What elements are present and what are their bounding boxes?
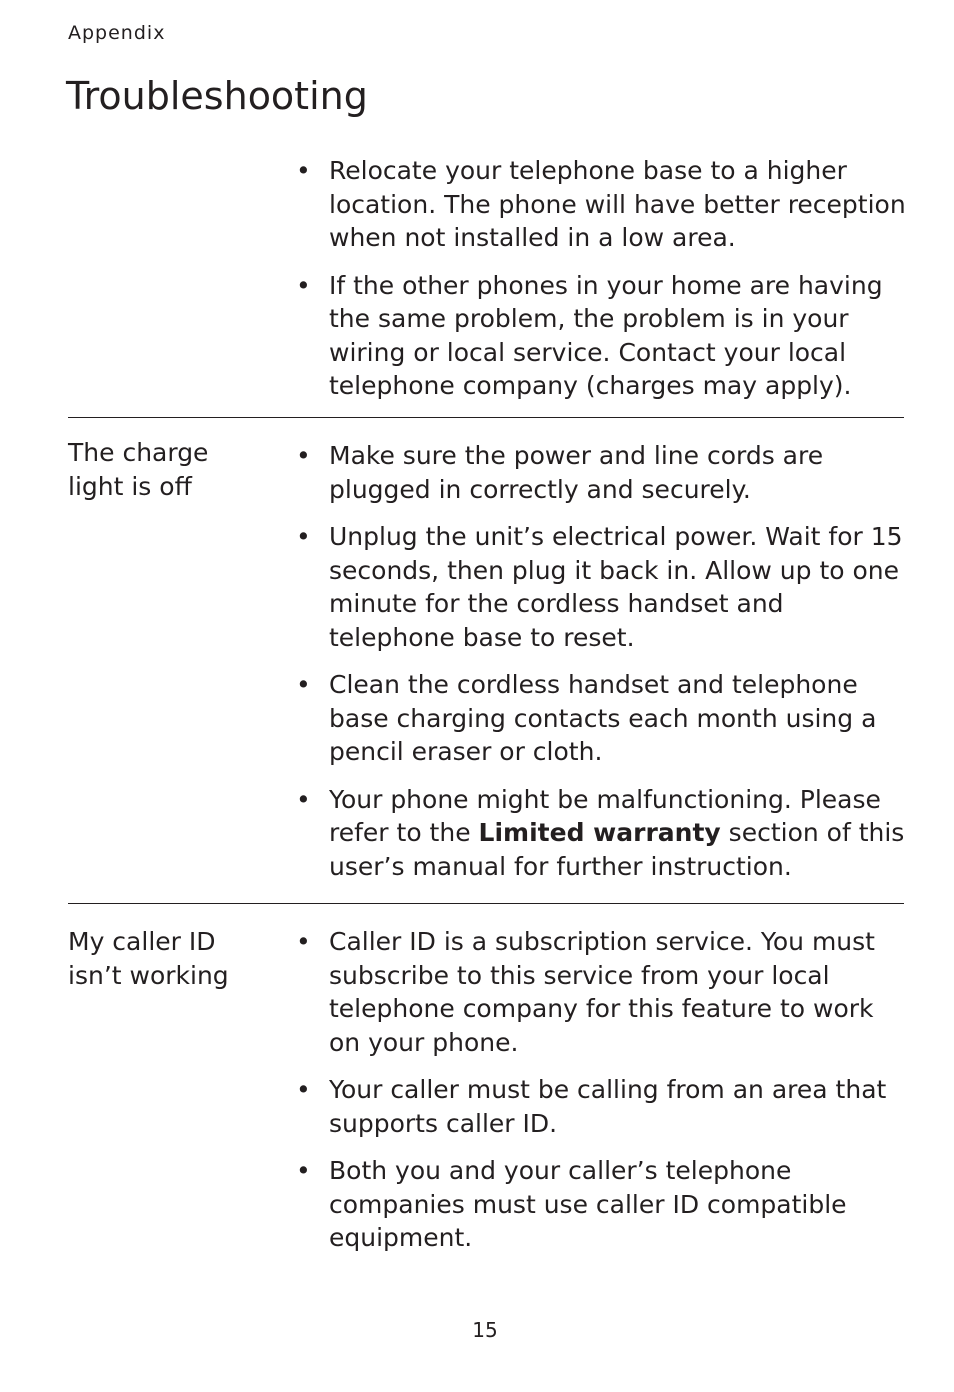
solution-text: Your phone might be malfunctioning. Please refer to the <box>329 784 881 847</box>
solution-item <box>296 520 908 654</box>
solution-text-continued: section of this user’s manual for further instruction. <box>329 818 905 881</box>
solution-text: Clean the cordless handset and telephone base charging contacts each month using a pencil eraser or cloth. <box>329 670 877 766</box>
solution-text: Make sure the power and line cords are plugged in correctly and securely. <box>329 441 824 504</box>
page-title: Troubleshooting <box>66 74 368 118</box>
solution-text: Caller ID is a subscription service. You must subscribe to this service from your local telephone company for this feature to work on your phone. <box>329 927 875 1057</box>
solution-list <box>296 154 908 417</box>
bullet-icon: • <box>296 927 311 956</box>
solution-item <box>296 925 908 1059</box>
bullet-icon: • <box>296 270 311 300</box>
solution-text: Your caller must be calling from an area that supports caller ID. <box>329 1075 887 1138</box>
limited-warranty-reference: Limited warranty <box>478 818 721 847</box>
row-divider <box>68 903 904 904</box>
solution-item <box>296 269 908 403</box>
bullet-icon: • <box>296 156 311 185</box>
bullet-icon: • <box>296 670 311 699</box>
problem-label: The charge light is off <box>68 438 209 501</box>
solution-list <box>296 439 908 897</box>
solution-item <box>296 439 908 506</box>
solution-item <box>296 1073 908 1140</box>
page-number: 15 <box>472 1318 498 1342</box>
solution-item <box>296 1154 908 1255</box>
bullet-icon: • <box>296 522 311 551</box>
bullet-icon: • <box>296 1075 311 1104</box>
section-label: Appendix <box>68 22 166 44</box>
solution-item <box>296 154 908 255</box>
bullet-icon: • <box>296 784 311 814</box>
solution-text: Both you and your caller’s telephone companies must use caller ID compatible equipment. <box>329 1156 847 1252</box>
solution-item <box>296 783 908 884</box>
solution-text: Unplug the unit’s electrical power. Wait for 15 seconds, then plug it back in. Allow up to one minute for the cordless handset and telephone base to reset. <box>329 522 903 652</box>
solution-text: Relocate your telephone base to a higher location. The phone will have better reception when not installed in a low area. <box>329 156 906 252</box>
row-divider <box>68 417 904 418</box>
solution-text: If the other phones in your home are having the same problem, the problem is in your wiring or local service. Contact your local telephone company (charges may apply). <box>329 270 883 400</box>
solution-item <box>296 668 908 769</box>
solution-list <box>296 925 908 1269</box>
problem-label: My caller ID isn’t working <box>68 927 229 990</box>
bullet-icon: • <box>296 1156 311 1185</box>
bullet-icon: • <box>296 441 311 470</box>
